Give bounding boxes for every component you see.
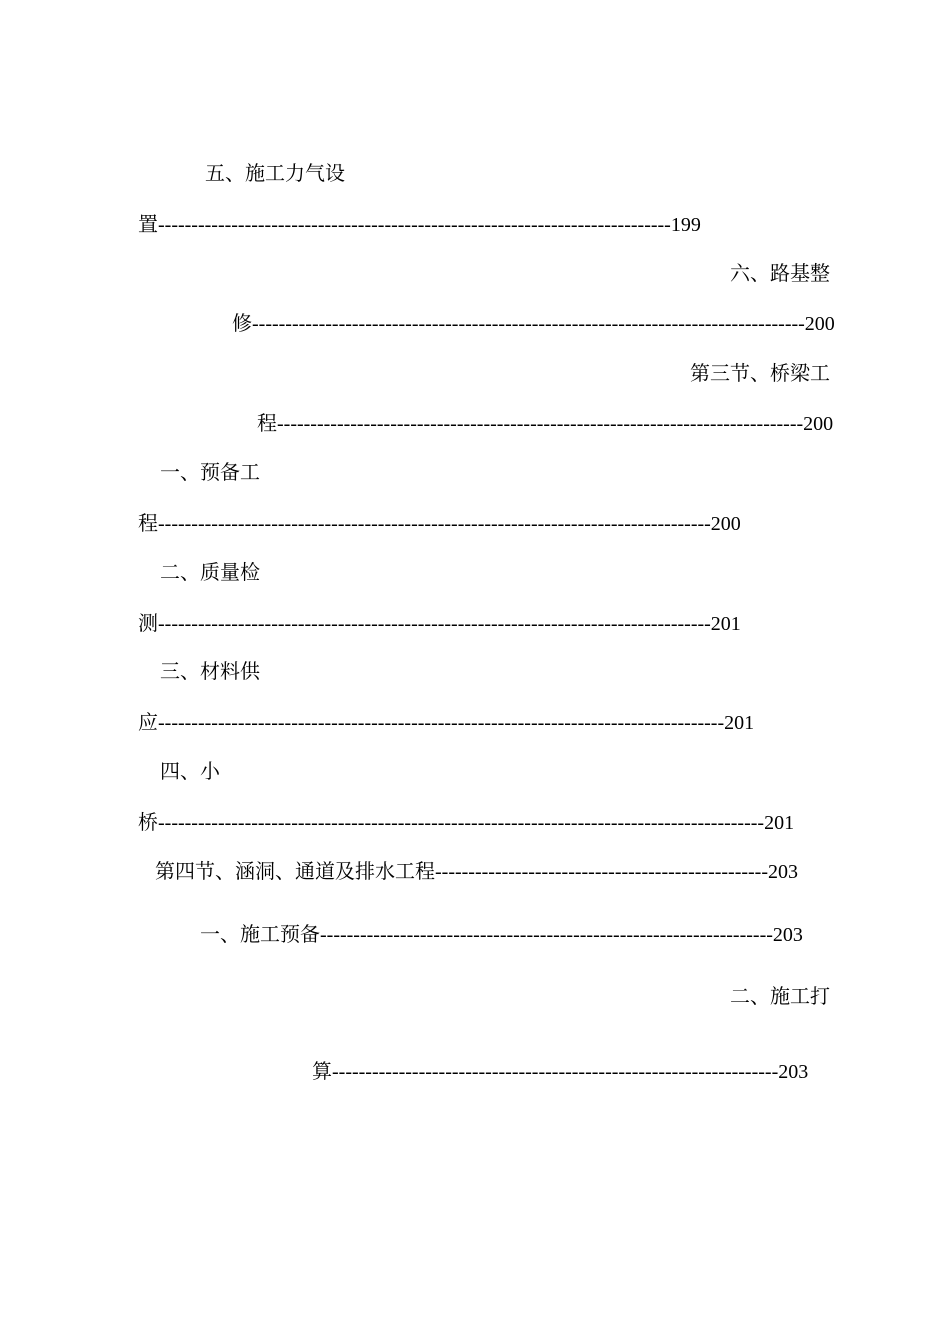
toc-entry-3-leader: 程-------------------------------------------------------------------------------200 (257, 413, 834, 435)
toc-entry-5-title: 二、质量检 (160, 562, 260, 584)
toc-entry-4-title: 一、预备工 (160, 462, 260, 484)
toc-entry-6-leader: 应-------------------------------------------------------------------------------------201 (138, 712, 755, 734)
toc-entry-6-title: 三、材料供 (160, 661, 260, 683)
toc-entry-1-leader: 置-----------------------------------------------------------------------------199 (138, 214, 701, 236)
toc-entry-10-leader: 算-------------------------------------------------------------------203 (312, 1061, 809, 1083)
toc-entry-7-title: 四、小 (160, 761, 220, 783)
toc-entry-8: 第四节、涵洞、通道及排水工程--------------------------------------------------203 (155, 861, 799, 883)
toc-entry-3-title: 第三节、桥梁工 (690, 363, 830, 385)
toc-entry-10-title: 二、施工打 (730, 986, 830, 1008)
toc-entry-9: 一、施工预备--------------------------------------------------------------------203 (200, 924, 803, 946)
toc-entry-2-title: 六、路基整 (730, 263, 830, 285)
toc-entry-7-leader: 桥-------------------------------------------------------------------------------------------201 (138, 812, 795, 834)
toc-entry-2-leader: 修-----------------------------------------------------------------------------------200 (232, 313, 835, 335)
toc-entry-5-leader: 测-----------------------------------------------------------------------------------201 (138, 613, 741, 635)
toc-entry-1-title: 五、施工力气设 (205, 163, 345, 185)
toc-entry-4-leader: 程-----------------------------------------------------------------------------------200 (138, 513, 741, 535)
